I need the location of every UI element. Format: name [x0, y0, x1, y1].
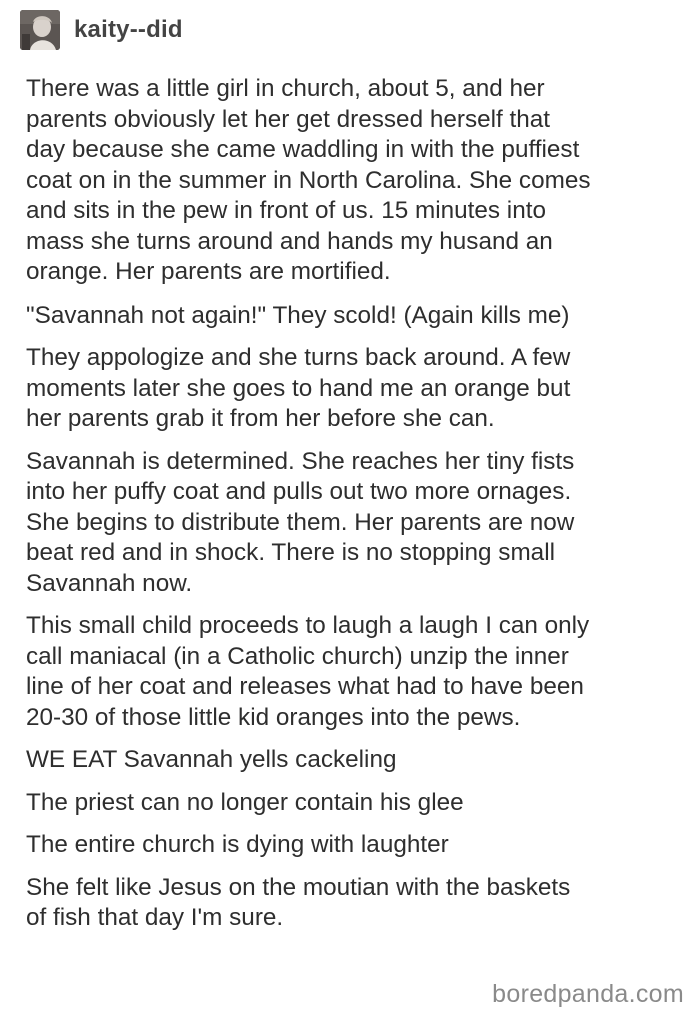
text-line: and sits in the pew in front of us. 15 minutes into [26, 197, 546, 224]
post-paragraph [26, 611, 686, 733]
text-line: 20-30 of those little kid oranges into the pews. [26, 703, 521, 731]
text-line: into her puffy coat and pulls out two more ornages. [26, 478, 572, 505]
text-line: They appologize and she turns back around. A few [26, 344, 571, 371]
post-paragraph [26, 447, 686, 600]
post-paragraph [26, 873, 686, 934]
post-paragraph [26, 788, 686, 819]
text-line: "Savannah not again!" They scold! (Again kills me) [26, 301, 570, 329]
post-paragraph [26, 343, 686, 435]
text-line: mass she turns around and hands my husand an [26, 227, 553, 255]
post-paragraph [26, 74, 686, 288]
text-line: beat red and in shock. There is no stopping small [26, 539, 555, 566]
text-line: her parents grab it from her before she can. [26, 405, 495, 432]
text-line: orange. Her parents are mortified. [26, 258, 391, 285]
text-line: WE EAT Savannah yells cackeling [26, 746, 397, 773]
text-line: This small child proceeds to laugh a laugh I can only [26, 612, 590, 639]
text-line: moments later she goes to hand me an orange but [26, 374, 571, 402]
text-line: coat on in the summer in North Carolina. She comes [26, 166, 591, 194]
text-line: The priest can no longer contain his glee [26, 788, 464, 816]
post-author-username[interactable]: kaity--did [74, 16, 183, 43]
avatar[interactable] [20, 10, 60, 50]
text-line: She felt like Jesus on the moutian with the baskets [26, 873, 571, 901]
text-line: The entire church is dying with laughter [26, 831, 449, 858]
text-line: She begins to distribute them. Her parents are now [26, 508, 575, 536]
text-line: call maniacal (in a Catholic church) unzip the inner [26, 642, 569, 670]
post-paragraph [26, 830, 686, 861]
user-avatar-icon [20, 10, 60, 50]
text-line: day because she came waddling in with the puffiest [26, 136, 580, 163]
post-paragraph [26, 745, 686, 776]
text-line: of fish that day I'm sure. [26, 904, 284, 931]
post-paragraph [26, 301, 686, 332]
text-line: line of her coat and releases what had to have been [26, 673, 584, 700]
text-line: Savannah is determined. She reaches her tiny fists [26, 447, 575, 475]
text-line: parents obviously let her get dressed herself that [26, 105, 551, 133]
text-line: There was a little girl in church, about 5, and her [26, 75, 545, 102]
post-header [20, 8, 183, 52]
text-line: Savannah now. [26, 569, 193, 597]
post-body [26, 74, 686, 946]
source-watermark: boredpanda.com [492, 980, 684, 1008]
